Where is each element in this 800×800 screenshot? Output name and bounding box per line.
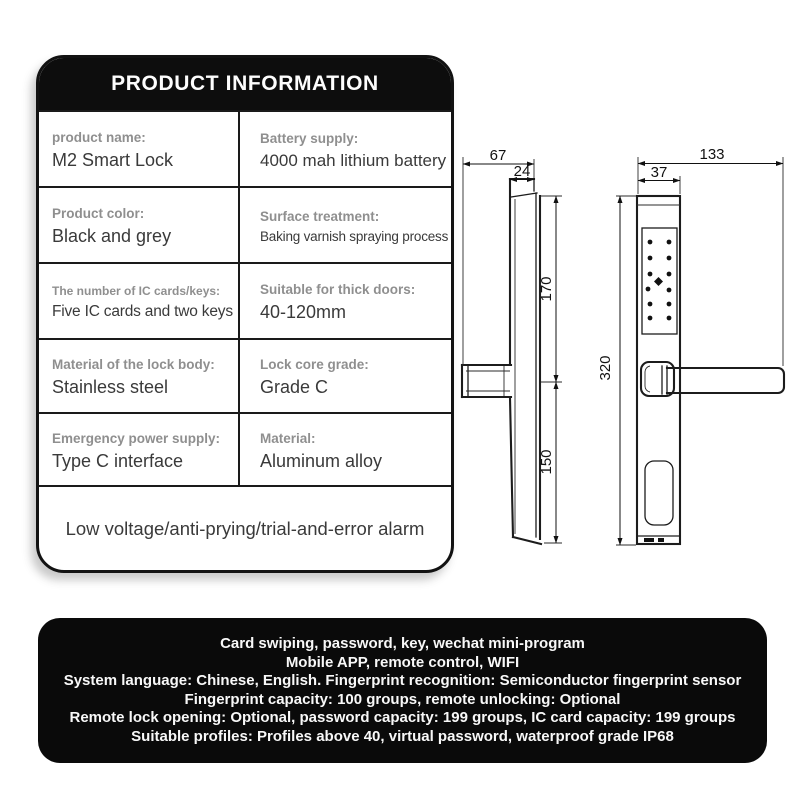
technical-drawings (440, 120, 800, 580)
spec-row-emergency-power (39, 412, 451, 485)
dim-side-top-width: 24 (513, 163, 531, 180)
alarm-text: Low voltage/anti-prying/trial-and-error alarm (65, 517, 425, 539)
spec-label: Lock core grade: (260, 357, 369, 372)
page-title: PRODUCT INFORMATION (111, 72, 379, 95)
spec-label: Suitable for thick doors: (260, 282, 416, 297)
spec-label: The number of IC cards/keys: (52, 284, 221, 298)
spec-label: Emergency power supply: (52, 430, 221, 446)
spec-cell (240, 340, 451, 412)
spec-cell (240, 112, 454, 186)
spec-label: Surface treatment: (260, 209, 380, 224)
side-handle (462, 365, 511, 397)
spec-cell (39, 188, 240, 262)
spec-cell (240, 414, 451, 485)
spec-cell (39, 340, 240, 412)
feature-line: Suitable profiles: Profiles above 40, virtual password, waterproof grade IP68 (131, 727, 674, 745)
dim-side-upper-height: 170 (538, 276, 555, 302)
spec-row-product-name (39, 110, 451, 186)
spec-row-color (39, 186, 451, 262)
spec-value: Aluminum alloy (260, 450, 383, 471)
features-banner (38, 618, 767, 763)
spec-label: Product color: (52, 206, 145, 221)
keypad-panel (642, 228, 677, 334)
key-cover (645, 461, 673, 525)
spec-value: Grade C (260, 377, 329, 397)
spec-label: product name: (52, 130, 146, 145)
feature-line: Remote lock opening: Optional, password capacity: 199 groups, IC card capacity: 199 groups (69, 709, 736, 726)
feature-line: Fingerprint capacity: 100 groups, remote unlocking: Optional (184, 690, 621, 708)
spec-label: Material of the lock body: (52, 357, 215, 372)
spec-value: 40-120mm (260, 302, 347, 322)
spec-cell (39, 264, 240, 338)
dim-side-lower-height: 150 (538, 449, 555, 475)
spec-row-material-body (39, 338, 451, 412)
feature-line: Card swiping, password, key, wechat mini-program (220, 635, 585, 652)
spec-cell (39, 112, 240, 186)
alarm-row (39, 485, 451, 570)
spec-value: Stainless steel (52, 377, 169, 397)
spec-cell (240, 188, 454, 262)
spec-label: Material: (260, 430, 316, 446)
feature-line: Mobile APP, remote control, WIFI (285, 653, 520, 671)
spec-card (36, 55, 454, 573)
spec-value: Baking varnish spraying process (260, 229, 449, 244)
spec-value: Five IC cards and two keys (52, 303, 233, 320)
spec-value: Type C interface (52, 450, 184, 471)
spec-value: M2 Smart Lock (52, 150, 174, 170)
front-handle (641, 362, 784, 396)
dim-front-body-width: 37 (650, 164, 668, 181)
spec-table (39, 110, 451, 570)
spec-value: Black and grey (52, 226, 172, 246)
spec-cell (39, 414, 240, 485)
dim-front-total-width: 133 (699, 146, 725, 163)
side-view-drawing (462, 179, 541, 544)
front-view-drawing (637, 196, 784, 544)
spec-value: 4000 mah lithium battery (260, 150, 447, 170)
spec-label: Battery supply: (260, 130, 359, 146)
dim-side-width: 67 (489, 147, 507, 164)
product-info-header (39, 58, 451, 110)
spec-cell (240, 264, 451, 338)
feature-line: System language: Chinese, English. Fingerprint recognition: Semiconductor fingerprint sensor (63, 672, 742, 689)
dim-front-height: 320 (597, 355, 614, 381)
spec-row-ic-cards (39, 262, 451, 338)
